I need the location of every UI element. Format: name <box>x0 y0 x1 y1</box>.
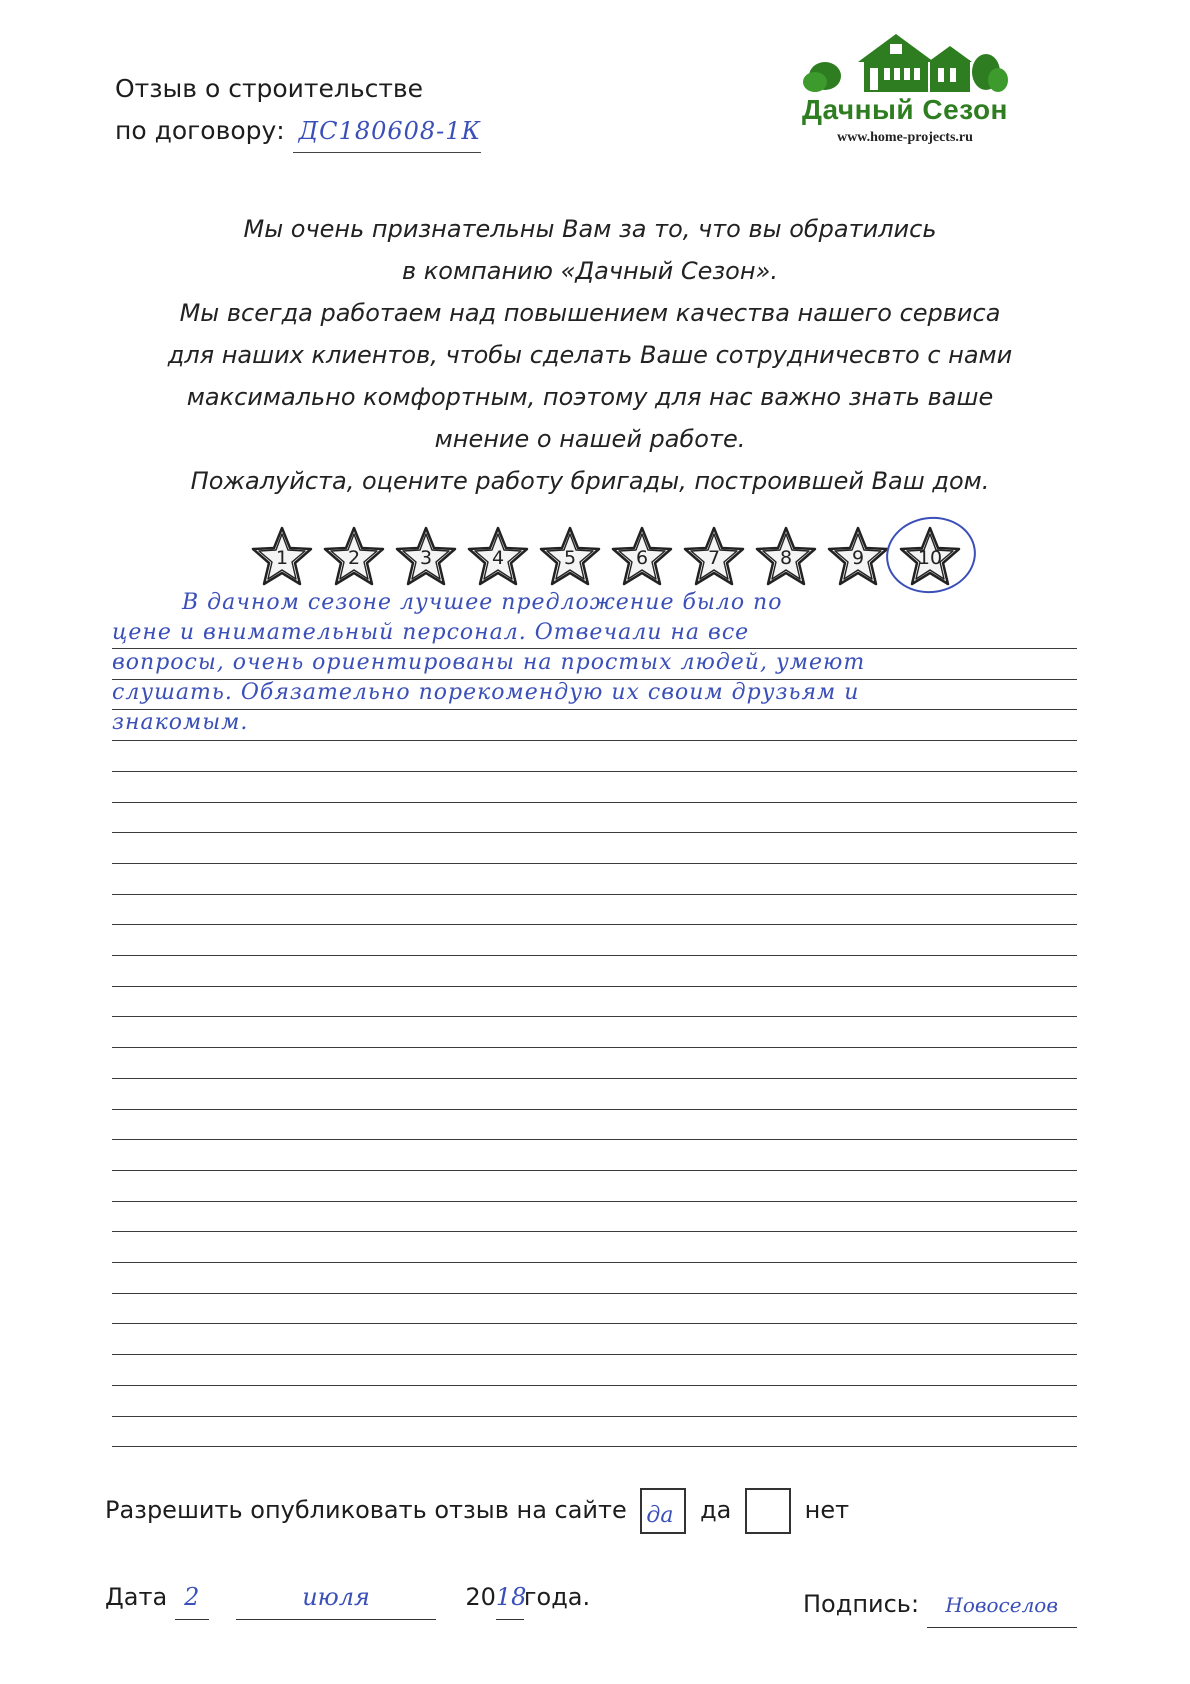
writing-rule-line <box>112 863 1077 864</box>
signature-field[interactable]: Новоселов <box>927 1583 1077 1628</box>
writing-rule-line <box>112 832 1077 833</box>
publish-yes-checkbox[interactable] <box>640 1488 686 1534</box>
rating-star-number: 10 <box>917 547 943 569</box>
writing-rule-line <box>112 740 1077 741</box>
publish-permission-row <box>105 1488 849 1534</box>
house-trees-logo-icon <box>800 32 1010 94</box>
writing-rule-line <box>112 1139 1077 1140</box>
writing-rule-line <box>112 1170 1077 1171</box>
publish-no-checkbox[interactable] <box>745 1488 791 1534</box>
date-day-field[interactable]: 2 <box>175 1575 209 1620</box>
contract-label: по договору: <box>115 116 285 145</box>
rating-star-number: 7 <box>707 547 721 569</box>
publish-yes-label: да <box>700 1496 732 1524</box>
writing-rule-line <box>112 1109 1077 1110</box>
writing-rule-line <box>112 1201 1077 1202</box>
contract-row <box>115 110 481 153</box>
publish-yes-mark: да <box>646 1503 674 1528</box>
intro-line: Пожалуйста, оцените работу бригады, построившей Ваш дом. <box>190 467 990 495</box>
date-year-field[interactable]: 18 <box>496 1575 524 1620</box>
date-year-prefix: 20 <box>465 1583 496 1611</box>
rating-star-number: 1 <box>275 547 289 569</box>
publish-no-label: нет <box>804 1496 850 1524</box>
publish-label: Разрешить опубликовать отзыв на сайте <box>105 1496 627 1524</box>
rating-star-number: 6 <box>635 547 649 569</box>
rating-selected-circle <box>881 511 981 599</box>
writing-rule-line <box>112 1446 1077 1447</box>
form-header <box>115 68 481 153</box>
intro-text <box>120 208 1060 502</box>
rating-star-number: 2 <box>347 547 361 569</box>
logo-brand-name: Дачный Сезон <box>802 94 1008 125</box>
rating-star-number: 9 <box>851 547 865 569</box>
rating-star-10[interactable] <box>898 525 962 589</box>
writing-rule-line <box>112 802 1077 803</box>
rating-star-2[interactable] <box>322 525 386 589</box>
review-handwritten-line: цене и внимательный персонал. Отвечали на все <box>112 620 750 645</box>
rating-star-3[interactable] <box>394 525 458 589</box>
rating-star-6[interactable] <box>610 525 674 589</box>
review-handwritten-line: вопросы, очень ориентированы на простых людей, умеют <box>112 650 866 675</box>
writing-rule-line <box>112 648 1077 649</box>
rating-star-number: 5 <box>563 547 577 569</box>
review-handwritten-line: В дачном сезоне лучшее предложение было по <box>182 590 783 615</box>
date-month-field[interactable]: июля <box>236 1575 436 1620</box>
rating-star-7[interactable] <box>682 525 746 589</box>
writing-rule-line <box>112 1385 1077 1386</box>
writing-rule-line <box>112 1416 1077 1417</box>
date-year-label: года. <box>523 1583 591 1611</box>
rating-star-number: 3 <box>419 547 433 569</box>
rating-star-1[interactable] <box>250 525 314 589</box>
form-title: Отзыв о строительстве <box>115 74 423 103</box>
contract-number-field[interactable]: ДС180608-1К <box>293 110 481 153</box>
writing-rule-line <box>112 1262 1077 1263</box>
rating-star-number: 8 <box>779 547 793 569</box>
rating-star-5[interactable] <box>538 525 602 589</box>
company-logo <box>800 32 1010 152</box>
intro-line: для наших клиентов, чтобы сделать Ваше сотрудничесвто с нами <box>167 341 1013 369</box>
writing-rule-line <box>112 1323 1077 1324</box>
writing-rule-line <box>112 1293 1077 1294</box>
rating-star-number: 4 <box>491 547 505 569</box>
review-handwritten-line: знакомым. <box>112 710 249 735</box>
intro-line: в компанию «Дачный Сезон». <box>402 257 778 285</box>
writing-rule-line <box>112 955 1077 956</box>
intro-line: максимально комфортным, поэтому для нас важно знать ваше <box>186 383 994 411</box>
rating-stars <box>250 525 970 599</box>
writing-rule-line <box>112 894 1077 895</box>
rating-star-4[interactable] <box>466 525 530 589</box>
intro-line: Мы очень признательны Вам за то, что вы обратились <box>243 215 937 243</box>
writing-rule-line <box>112 986 1077 987</box>
writing-rule-line <box>112 1078 1077 1079</box>
rating-star-9[interactable] <box>826 525 890 589</box>
date-row <box>105 1575 590 1620</box>
signature-row <box>803 1582 1077 1628</box>
writing-rule-line <box>112 679 1077 680</box>
writing-rule-line <box>112 1047 1077 1048</box>
writing-rule-line <box>112 1016 1077 1017</box>
writing-rule-line <box>112 771 1077 772</box>
writing-rule-line <box>112 709 1077 710</box>
signature-label: Подпись: <box>803 1590 920 1618</box>
rating-star-8[interactable] <box>754 525 818 589</box>
logo-url: www.home-projects.ru <box>837 130 973 145</box>
review-lines[interactable] <box>112 590 1077 1465</box>
date-label: Дата <box>105 1583 168 1611</box>
writing-rule-line <box>112 1354 1077 1355</box>
intro-line: Мы всегда работаем над повышением качества нашего сервиса <box>179 299 1001 327</box>
writing-rule-line <box>112 1231 1077 1232</box>
writing-rule-line <box>112 924 1077 925</box>
review-handwritten-line: слушать. Обязательно порекомендую их своим друзьям и <box>112 680 860 705</box>
intro-line: мнение о нашей работе. <box>434 425 746 453</box>
